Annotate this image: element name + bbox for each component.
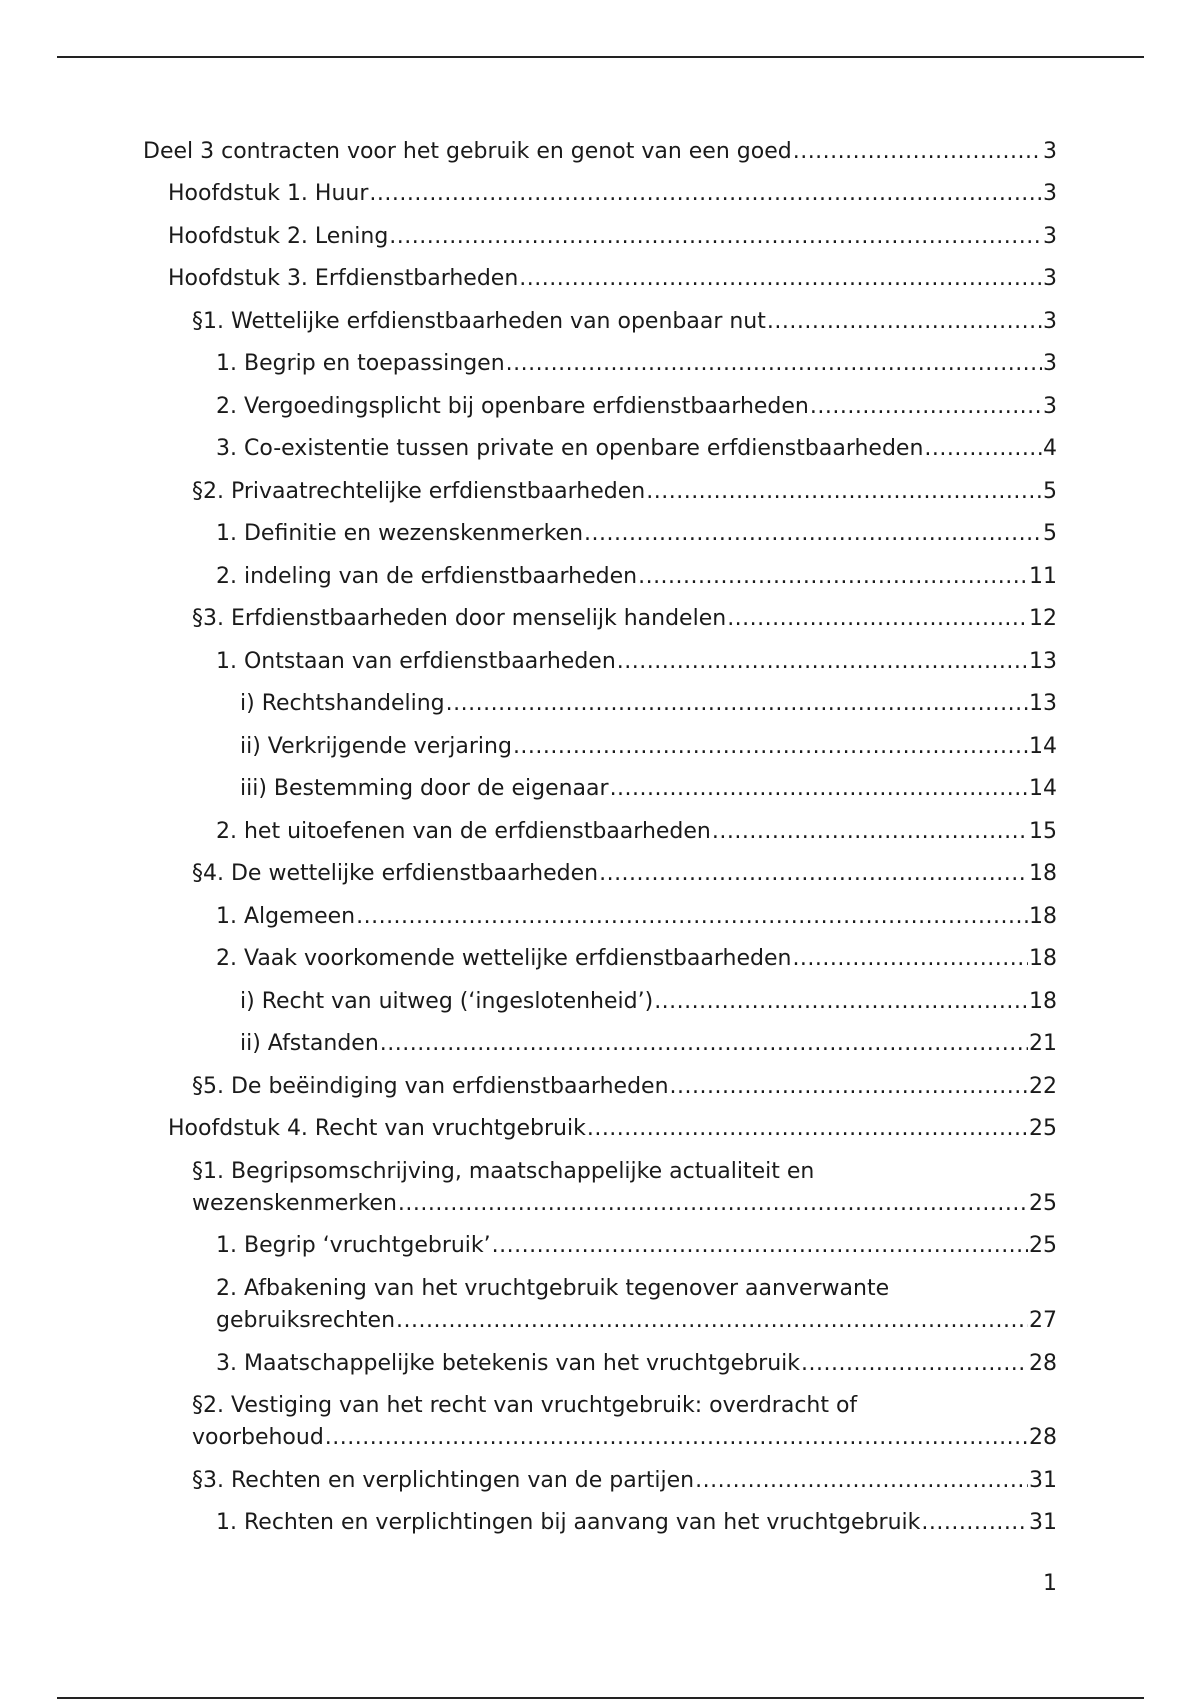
toc-entry-title: Hoofdstuk 2. Lening — [168, 223, 389, 249]
toc-entry[interactable] — [0, 901, 1200, 933]
footer-rule — [57, 1697, 1144, 1699]
toc-entry-page: 31 — [1029, 1467, 1057, 1493]
toc-entry[interactable] — [0, 1156, 1200, 1221]
toc-entry-page: 25 — [1029, 1116, 1057, 1142]
toc-entry[interactable] — [0, 1465, 1200, 1497]
dot-leader — [610, 773, 1028, 805]
dot-leader — [356, 901, 1028, 933]
dot-leader — [727, 603, 1028, 635]
toc-entry-page: 18 — [1029, 903, 1057, 929]
toc-entry-page: 13 — [1029, 691, 1057, 717]
dot-leader — [646, 476, 1042, 508]
toc-entry-title: §3. Erfdienstbaarheden door menselijk handelen — [192, 606, 727, 632]
toc-entry[interactable] — [0, 1390, 1200, 1455]
toc-entry[interactable] — [0, 858, 1200, 890]
toc-entry-title: i) Recht van uitweg (‘ingeslotenheid’) — [240, 988, 654, 1014]
toc-entry-page: 11 — [1029, 563, 1057, 589]
toc-entry-title: 1. Definitie en wezenskenmerken — [216, 521, 584, 547]
toc-entry[interactable] — [0, 646, 1200, 678]
toc-entry-title: 3. Co-existentie tussen private en openbare erfdienstbaarheden — [216, 436, 924, 462]
toc-entry[interactable] — [0, 731, 1200, 763]
toc-entry-title: Hoofdstuk 1. Huur — [168, 181, 369, 207]
toc-entry-page: 14 — [1029, 733, 1057, 759]
toc-entry-title: §2. Privaatrechtelijke erfdienstbaarheden — [192, 478, 646, 504]
toc-entry-title: §4. De wettelijke erfdienstbaarheden — [192, 861, 599, 887]
toc-entry-page: 18 — [1029, 861, 1057, 887]
toc-entry-title: 3. Maatschappelijke betekenis van het vruchtgebruik — [216, 1350, 800, 1376]
header-rule — [57, 56, 1144, 58]
dot-leader — [792, 943, 1028, 975]
dot-leader — [446, 688, 1028, 720]
toc-entry-page: 18 — [1029, 988, 1057, 1014]
toc-entry[interactable] — [0, 986, 1200, 1018]
toc-entry-page: 21 — [1029, 1031, 1057, 1057]
dot-leader — [492, 1230, 1028, 1262]
toc-entry-page: 5 — [1043, 478, 1057, 504]
toc-entry[interactable] — [0, 518, 1200, 550]
dot-leader — [767, 306, 1042, 338]
dot-leader — [599, 858, 1028, 890]
toc-entry-page: 3 — [1043, 308, 1057, 334]
toc-entry-title: gebruiksrechten — [216, 1308, 396, 1334]
toc-entry[interactable] — [0, 688, 1200, 720]
toc-entry-title-line1: §1. Begripsomschrijving, maatschappelijke actualiteit en — [192, 1158, 815, 1184]
toc-entry[interactable] — [0, 178, 1200, 210]
dot-leader — [584, 518, 1042, 550]
toc-entry-page: 5 — [1043, 521, 1057, 547]
toc-entry[interactable] — [0, 433, 1200, 465]
toc-entry-page: 15 — [1029, 818, 1057, 844]
toc-entry-title: 1. Begrip en toepassingen — [216, 351, 505, 377]
table-of-contents — [0, 136, 1200, 1550]
toc-entry-title: ii) Afstanden — [240, 1031, 379, 1057]
toc-entry[interactable] — [0, 773, 1200, 805]
toc-entry-title-line1: 2. Afbakening van het vruchtgebruik tegenover aanverwante — [216, 1275, 890, 1301]
toc-entry-page: 28 — [1029, 1425, 1057, 1451]
dot-leader — [587, 1113, 1028, 1145]
dot-leader — [389, 221, 1042, 253]
toc-entry-page: 3 — [1043, 266, 1057, 292]
toc-entry-page: 18 — [1029, 946, 1057, 972]
dot-leader — [921, 1507, 1028, 1539]
toc-entry-page: 4 — [1043, 436, 1057, 462]
toc-entry-title: 1. Begrip ‘vruchtgebruik’ — [216, 1233, 491, 1259]
toc-entry-title: §3. Rechten en verplichtingen van de partijen — [192, 1467, 695, 1493]
toc-entry-page: 27 — [1029, 1308, 1057, 1334]
toc-entry-page: 31 — [1029, 1510, 1057, 1536]
toc-entry-title: 1. Algemeen — [216, 903, 356, 929]
toc-entry[interactable] — [0, 348, 1200, 380]
toc-entry[interactable] — [0, 816, 1200, 848]
toc-entry-page: 14 — [1029, 776, 1057, 802]
dot-leader — [506, 348, 1042, 380]
toc-entry-title: Hoofdstuk 4. Recht van vruchtgebruik — [168, 1116, 586, 1142]
dot-leader — [369, 178, 1042, 210]
toc-entry-title: Hoofdstuk 3. Erfdienstbarheden — [168, 266, 519, 292]
toc-entry-page: 22 — [1029, 1073, 1057, 1099]
dot-leader — [519, 263, 1042, 295]
toc-entry-title: 1. Ontstaan van erfdienstbaarheden — [216, 648, 616, 674]
dot-leader — [617, 646, 1028, 678]
toc-entry[interactable] — [0, 306, 1200, 338]
dot-leader — [712, 816, 1028, 848]
toc-entry[interactable] — [0, 943, 1200, 975]
toc-entry-title: voorbehoud — [192, 1425, 324, 1451]
dot-leader — [695, 1465, 1028, 1497]
toc-entry[interactable] — [0, 1507, 1200, 1539]
dot-leader — [654, 986, 1028, 1018]
toc-entry[interactable] — [0, 603, 1200, 635]
toc-entry-page: 3 — [1043, 181, 1057, 207]
dot-leader — [638, 561, 1028, 593]
dot-leader — [325, 1422, 1028, 1454]
toc-entry-title: 2. indeling van de erfdienstbaarheden — [216, 563, 638, 589]
toc-entry-page: 28 — [1029, 1350, 1057, 1376]
toc-entry[interactable] — [0, 1028, 1200, 1060]
toc-entry-title: Deel 3 contracten voor het gebruik en genot van een goed — [143, 139, 792, 164]
dot-leader — [801, 1348, 1028, 1380]
toc-entry-title: 2. Vergoedingsplicht bij openbare erfdienstbaarheden — [216, 393, 809, 419]
toc-entry-page: 3 — [1043, 351, 1057, 377]
toc-entry[interactable] — [0, 1071, 1200, 1103]
dot-leader — [924, 433, 1042, 465]
toc-entry-title: §1. Wettelijke erfdienstbaarheden van openbaar nut — [192, 308, 766, 334]
toc-entry-title: 2. Vaak voorkomende wettelijke erfdienstbaarheden — [216, 946, 792, 972]
toc-entry-page: 3 — [1043, 223, 1057, 249]
toc-entry-page: 3 — [1043, 393, 1057, 419]
toc-entry-page: 3 — [1043, 139, 1057, 164]
toc-entry-title: iii) Bestemming door de eigenaar — [240, 776, 609, 802]
page-number: 1 — [1043, 1571, 1057, 1596]
toc-entry-page: 12 — [1029, 606, 1057, 632]
toc-entry-page: 25 — [1029, 1190, 1057, 1216]
toc-entry-title: wezenskenmerken — [192, 1190, 397, 1216]
toc-entry-title-line1: §2. Vestiging van het recht van vruchtgebruik: overdracht of — [192, 1393, 858, 1419]
toc-entry-title: i) Rechtshandeling — [240, 691, 445, 717]
dot-leader — [513, 731, 1028, 763]
dot-leader — [398, 1188, 1028, 1220]
toc-entry[interactable] — [0, 1348, 1200, 1380]
dot-leader — [810, 391, 1042, 423]
toc-entry-title: §5. De beëindiging van erfdienstbaarheden — [192, 1073, 669, 1099]
dot-leader — [396, 1305, 1028, 1337]
toc-entry[interactable] — [0, 1230, 1200, 1262]
toc-entry[interactable] — [0, 561, 1200, 593]
toc-entry[interactable] — [0, 476, 1200, 508]
toc-entry-title: 2. het uitoefenen van de erfdienstbaarheden — [216, 818, 711, 844]
toc-entry[interactable] — [0, 221, 1200, 253]
toc-entry[interactable] — [0, 391, 1200, 423]
toc-entry-page: 25 — [1029, 1233, 1057, 1259]
toc-entry[interactable] — [0, 1113, 1200, 1145]
toc-entry[interactable] — [0, 1273, 1200, 1338]
toc-entry-title: ii) Verkrijgende verjaring — [240, 733, 512, 759]
dot-leader — [793, 136, 1042, 168]
toc-entry[interactable] — [0, 263, 1200, 295]
dot-leader — [380, 1028, 1028, 1060]
toc-entry-page: 13 — [1029, 648, 1057, 674]
dot-leader — [670, 1071, 1028, 1103]
toc-entry-title: 1. Rechten en verplichtingen bij aanvang van het vruchtgebruik — [216, 1510, 921, 1536]
toc-entry[interactable] — [0, 136, 1200, 168]
